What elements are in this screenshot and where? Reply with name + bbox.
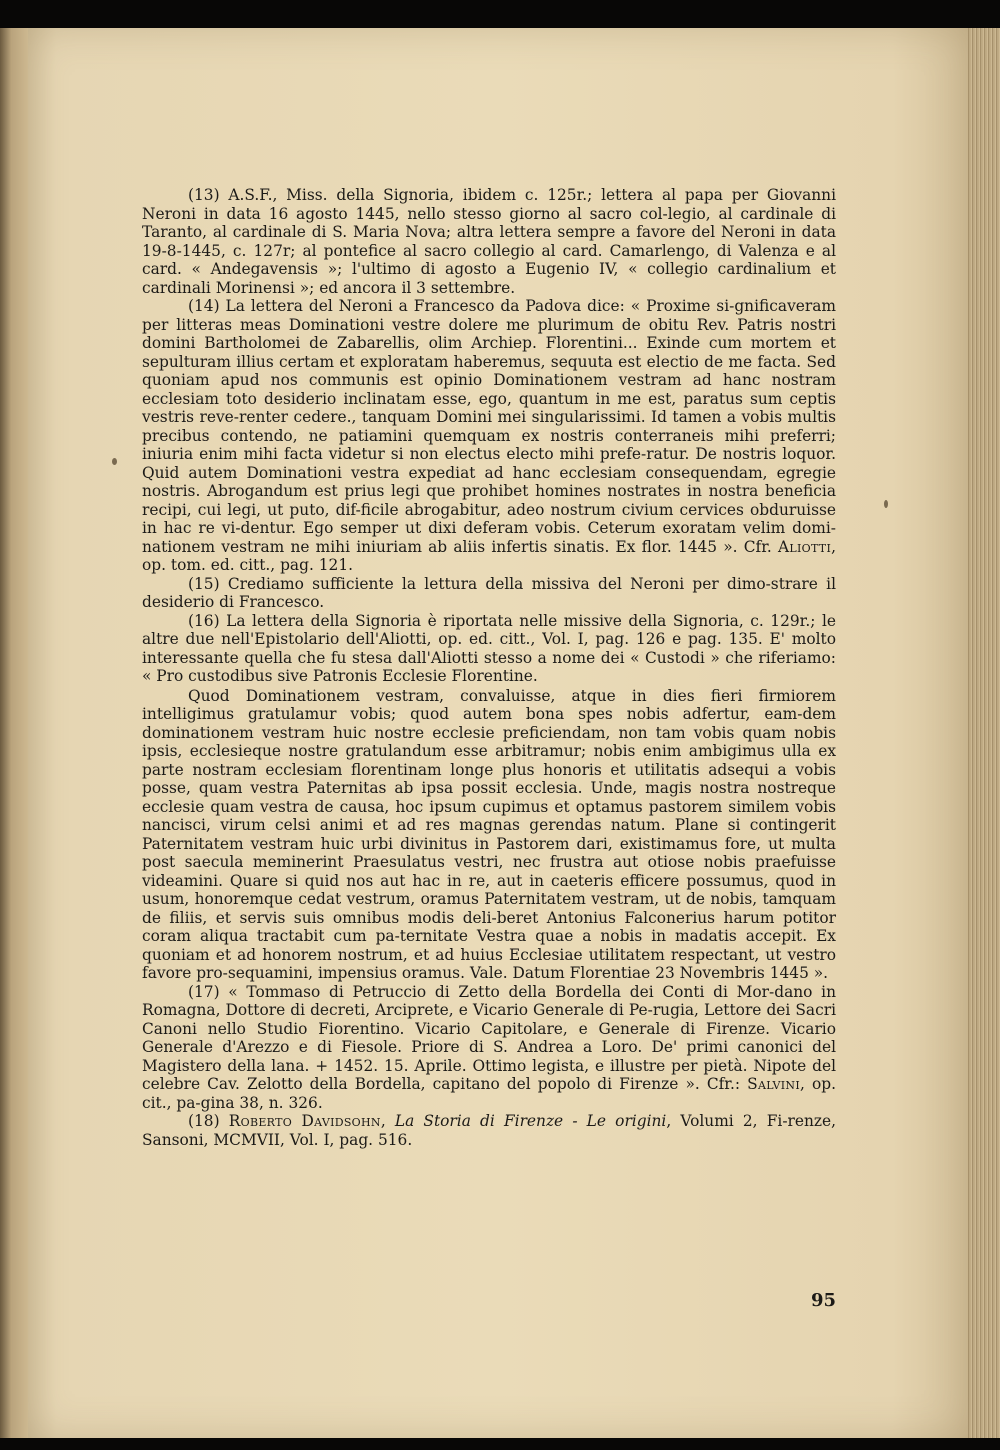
paper-speck [112, 458, 117, 465]
author-name: Salvini [747, 1075, 800, 1093]
footnotes-block [142, 186, 836, 1149]
author-name: Aliotti [777, 537, 832, 556]
footnote-15: (15) Crediamo sufficiente la lettura della missiva del Neroni per dimo-strare il desiderio di Francesco. [142, 574, 836, 611]
scan-border-bottom [0, 1438, 1000, 1450]
footnote-16: (16) La lettera della Signoria è riportata nelle missive della Signoria, c. 129r.; le altre due nell'Epistolario dell'Aliotti, op. ed. citt., Vol. I, pag. 126 e pag. 135. E' molto interessante quella che fu stesa dall'Aliotti stesso a nome dei « Custodi » che riferiamo: « Pro custodibus sive Patronis Ecclesie Florentine. [142, 611, 836, 685]
footnote-18: (18) Roberto Davidsohn, La Storia di Firenze - Le origini, Volumi 2, Fi-renze, Sansoni, MCMVII, Vol. I, pag. 516. [142, 1112, 837, 1149]
page-stack-edge [968, 28, 1000, 1438]
footnote-14: (14) La lettera del Neroni a Francesco da Padova dice: « Proxime si-gnificaveram per litteras meas Dominationi vestre dolere me plurimum de obitu Rev. Patris nostri domini Bartholomei de Zabarellis, olim Archiep. Florentini... Exinde cum mortem et sepulturam illius certam et exploratam haberemus, sequuta est electio de me facta. Sed quoniam apud nos communis est opinio Dominationem vestram ad hanc nostram ecclesiam toto desiderio inclinatam esse, ego, quantum in me est, paratus sum ceptis vestris reve-renter cedere., tanquam Domini mei singularissimi. Id tamen a vobis multis precibus contendo, ne patiamini quemquam ex nostris conterraneis mihi preferri; iniuria enim mihi facta videtur si non electus electo mihi prefe-ratur. De nostris loquor. Quid autem Dominationi vestra expediat ad hanc ecclesiam consequendam, egregie nostris. Abrogandum est prius legi que prohibet homines nostrates in nostra beneficia recipi, cui legi, ut puto, dif-ficile abrogabitur, adeo nostrum civium cervices obduruisse in hac re vi-dentur. Ego semper ut dixi deferam vobis. Ceterum exoratam velim domi-nationem vestram ne mihi iniuriam ab aliis infertis sinatis. Ex flor. 1445 ». Cfr. Aliotti, op. tom. ed. citt., pag. 121. [142, 297, 836, 574]
page-number: 95 [810, 1290, 836, 1311]
scan-border-top [0, 0, 1000, 28]
author-name: Roberto Davidsohn [228, 1112, 381, 1130]
footnote-13: (13) A.S.F., Miss. della Signoria, ibidem c. 125r.; lettera al papa per Giovanni Neroni in data 16 agosto 1445, nello stesso giorno al sacro col-legio, al cardinale di Taranto, al cardinale di S. Maria Nova; altra lettera sempre a favore del Neroni in data 19-8-1445, c. 127r; al pontefice al sacro collegio al card. Camarlengo, di Valenza e al card. « Andegavensis »; l'ultimo di agosto a Eugenio IV, « collegio cardinalium et cardinali Morinensi »; ed ancora il 3 settembre. [142, 186, 836, 297]
footnote-17: (17) « Tommaso di Petruccio di Zetto della Bordella dei Conti di Mor-dano in Romagna, Dottore di decreti, Arciprete, e Vicario Generale di Pe-rugia, Lettore dei Sacri Canoni nello Studio Fiorentino. Vicario Capitolare, e Generale di Firenze. Vicario Generale d'Arezzo e di Fiesole. Priore di S. Andrea a Loro. De' primi canonici del Magistero della lana. + 1452. 15. Aprile. Ottimo legista, e illustre per pietà. Nipote del celebre Cav. Zelotto della Bordella, capitano del popolo di Firenze ». Cfr.: Salvini, op. cit., pa-gina 38, n. 326. [142, 982, 836, 1112]
book-title: La Storia di Firenze - Le origini [394, 1112, 667, 1130]
facing-page-edge [0, 28, 28, 1438]
footnote-16-latin-letter: Quod Dominationem vestram, convaluisse, atque in dies fieri firmiorem intelligimus gratulamur vobis; quod autem bona spes nobis adfertur, eam-dem dominationem vestram huic nostre ecclesie preficiendam, non tam vobis quam nobis ipsis, ecclesieque nostre gratulandum esse arbitramur; nobis enim ambigimus ulla ex parte nostram ecclesiam florentinam longe plus honoris et utilitatis adsequi a vobis posse, quam vestra Paternitas ab ipsa possit ecclesia. Unde, magis nostra nostreque ecclesie quam vestra de causa, hoc ipsum cupimus et optamus pastorem similem vobis nancisci, virum celsi animi et ad res magnas gerendas natum. Plane si contingerit Paternitatem vestram huic urbi divinitus in Pastorem dari, existimamus fore, ut multa post saecula meminerint Praesulatus vestri, nec frustra aut otiose nobis praefuisse videamini. Quare si quid nos aut hac in re, aut in caeteris efficere possumus, quod in usum, honoremque cedat vestrum, oramus Paternitatem vestram, ut de nobis, tamquam de filiis, et servis suis omnibus modis deli-beret Antonius Falconerius harum potitor coram aliqua tractabit cum pa-ternitate Vestra quae a nobis in madatis accepit. Ex quoniam et ad honorem nostrum, et ad huius Ecclesiae utilitatem respectant, ut vestro favore pro-sequamini, impensius oramus. Vale. Datum Florentiae 23 Novembris 1445 ». [142, 686, 836, 982]
paper-speck [884, 500, 888, 508]
